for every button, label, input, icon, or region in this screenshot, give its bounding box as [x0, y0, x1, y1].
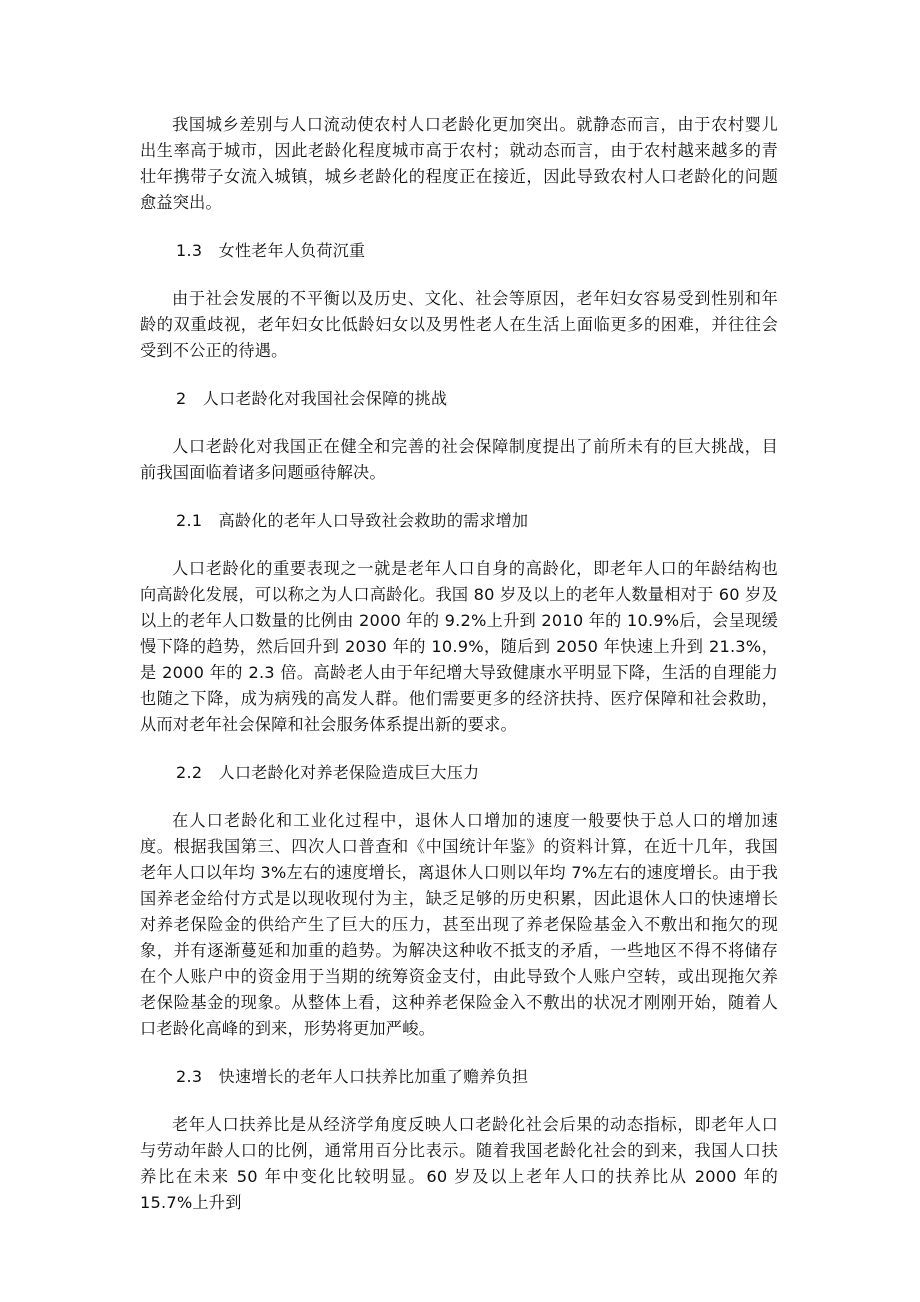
section-heading-2: 2 人口老龄化对我国社会保障的挑战 [176, 389, 448, 408]
section-heading-2-3: 2.3 快速增长的老年人口扶养比加重了赡养负担 [176, 1067, 529, 1086]
section-heading-2-1: 2.1 高龄化的老年人口导致社会救助的需求增加 [176, 511, 529, 530]
section-heading-2-2: 2.2 人口老龄化对养老保险造成巨大压力 [176, 763, 480, 782]
paragraph-rural-aging: 我国城乡差别与人口流动使农村人口老龄化更加突出。就静态而言，由于农村婴儿出生率高于城市，因此老龄化程度城市高于农村；就动态而言，由于农村越来越多的青壮年携带子女流入城镇，城乡老龄化的程度正在接近，因此导致农村人口老龄化的问题愈益突出。 [140, 115, 778, 212]
paragraph-female-elderly: 由于社会发展的不平衡以及历史、文化、社会等原因，老年妇女容易受到性别和年龄的双重歧视，老年妇女比低龄妇女以及男性老人在生活上面临更多的困难，并往往会受到不公正的待遇。 [140, 289, 778, 360]
section-heading-1-3: 1.3 女性老年人负荷沉重 [176, 241, 366, 260]
paragraph-oldest-old: 人口老龄化的重要表现之一就是老年人口自身的高龄化，即老年人口的年龄结构也向高龄化发展，可以称之为人口高龄化。我国 80 岁及以上的老年人数量相对于 60 岁及以上的老年人口数量的比例由 2000 年的 9.2%上升到 2010 年的 10.9%后，会呈现缓慢下降的趋势，然后回升到 2030 年的 10.9%，随后到 2050 年快速上升到 21.3%，是 2000 年的 2.3 倍。高龄老人由于年纪增大导致健康水平明显下降，生活的自理能力也随之下降，成为病残的高发人群。他们需要更多的经济扶持、医疗保障和社会救助，从而对老年社会保障和社会服务体系提出新的要求。 [140, 559, 778, 734]
paragraph-pension-pressure: 在人口老龄化和工业化过程中，退休人口增加的速度一般要快于总人口的增加速度。根据我国第三、四次人口普查和《中国统计年鉴》的资料计算，在近十几年，我国老年人口以年均 3%左右的速度增长，离退休人口则以年均 7%左右的速度增长。由于我国养老金给付方式是以现收现付为主，缺乏足够的历史积累，因此退休人口的快速增长对养老保险金的供给产生了巨大的压力，甚至出现了养老保险基金入不敷出和拖欠的现象，并有逐渐蔓延和加重的趋势。为解决这种收不抵支的矛盾，一些地区不得不将储存在个人账户中的资金用于当期的统筹资金支付，由此导致个人账户空转，或出现拖欠养老保险基金的现象。从整体上看，这种养老保险金入不敷出的状况才刚刚开始，随着人口老龄化高峰的到来，形势将更加严峻。 [140, 811, 778, 1038]
paragraph-dependency-ratio: 老年人口扶养比是从经济学角度反映人口老龄化社会后果的动态指标，即老年人口与劳动年龄人口的比例，通常用百分比表示。随着我国老龄化社会的到来，我国人口扶养比在未来 50 年中变化比较明显。60 岁及以上老年人口的扶养比从 2000 年的 15.7%上升到 [140, 1115, 778, 1212]
document-page [140, 112, 778, 1216]
paragraph-social-security-challenge: 人口老龄化对我国正在健全和完善的社会保障制度提出了前所未有的巨大挑战，目前我国面临着诸多问题亟待解决。 [140, 437, 778, 482]
